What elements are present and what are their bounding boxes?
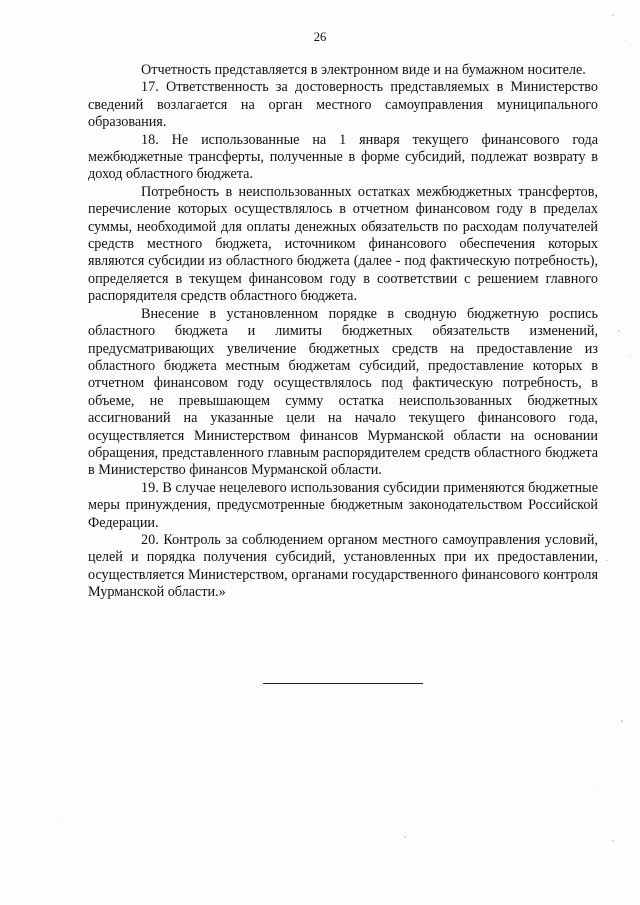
paragraph-19-misuse: 19. В случае нецелевого использования субсидии применяются бюджетные меры принуждения, предусмотренные бюджетным законодательством Российской Федерации. [88,479,598,531]
scan-speckle [625,40,626,41]
scan-speckle [612,840,614,842]
scan-speckle [606,560,608,561]
paragraph-actual-need: Потребность в неиспользованных остатках межбюджетных трансфертов, перечисление которых осуществлялось в отчетном финансовом году в пределах суммы, необходимой для оплаты денежных обязательств по расходам получателей средств местного бюджета, источником финансового обеспечения которых являются субсидии из областного бюджета (далее - под фактическую потребность), определяется в текущем финансовом году в соответствии с решением главного распорядителя средств областного бюджета. [88,183,598,305]
scan-speckle [404,836,406,838]
scan-speckle [630,355,631,357]
paragraph-18-unused-transfers: 18. Не использованные на 1 января текущего финансового года межбюджетные трансферты, полученные в форме субсидий, подлежат возврату в доход областного бюджета. [88,131,598,183]
scan-speckle [60,820,61,821]
page-number: 26 [313,30,327,44]
paragraph-17-responsibility: 17. Ответственность за достоверность представляемых в Министерство сведений возлагается на орган местного самоуправления муниципального образования. [88,79,598,131]
document-body [88,62,598,602]
scan-speckle [621,720,623,722]
paragraph-budget-changes: Внесение в установленном порядке в сводную бюджетную роспись областного бюджета и лимиты бюджетных обязательств изменений, предусматривающих увеличение бюджетных средств на предоставление из областного бюджета местным бюджетам субсидий, предоставление которых в отчетном финансовом году осуществлялось под фактическую потребность, в объеме, не превышающем сумму остатка неиспользованных бюджетных ассигнований на указанные цели на начало текущего финансового года, осуществляется Министерством финансов Мурманской области на основании обращения, представленного главным распорядителем средств областного бюджета в Министерство финансов Мурманской области. [88,305,598,479]
scan-speckle [596,790,597,791]
scan-speckle [618,330,620,332]
scan-speckle [612,14,614,16]
closing-separator-line [263,683,423,684]
paragraph-reporting-format: Отчетность представляется в электронном виде и на бумажном носителе. [141,62,586,78]
paragraph-20-control: 20. Контроль за соблюдением органом местного самоуправления условий, целей и порядка получения субсидий, установленных при их предоставлении, осуществляется Министерством, органами государственного финансового контроля Мурманской области.» [88,531,598,601]
